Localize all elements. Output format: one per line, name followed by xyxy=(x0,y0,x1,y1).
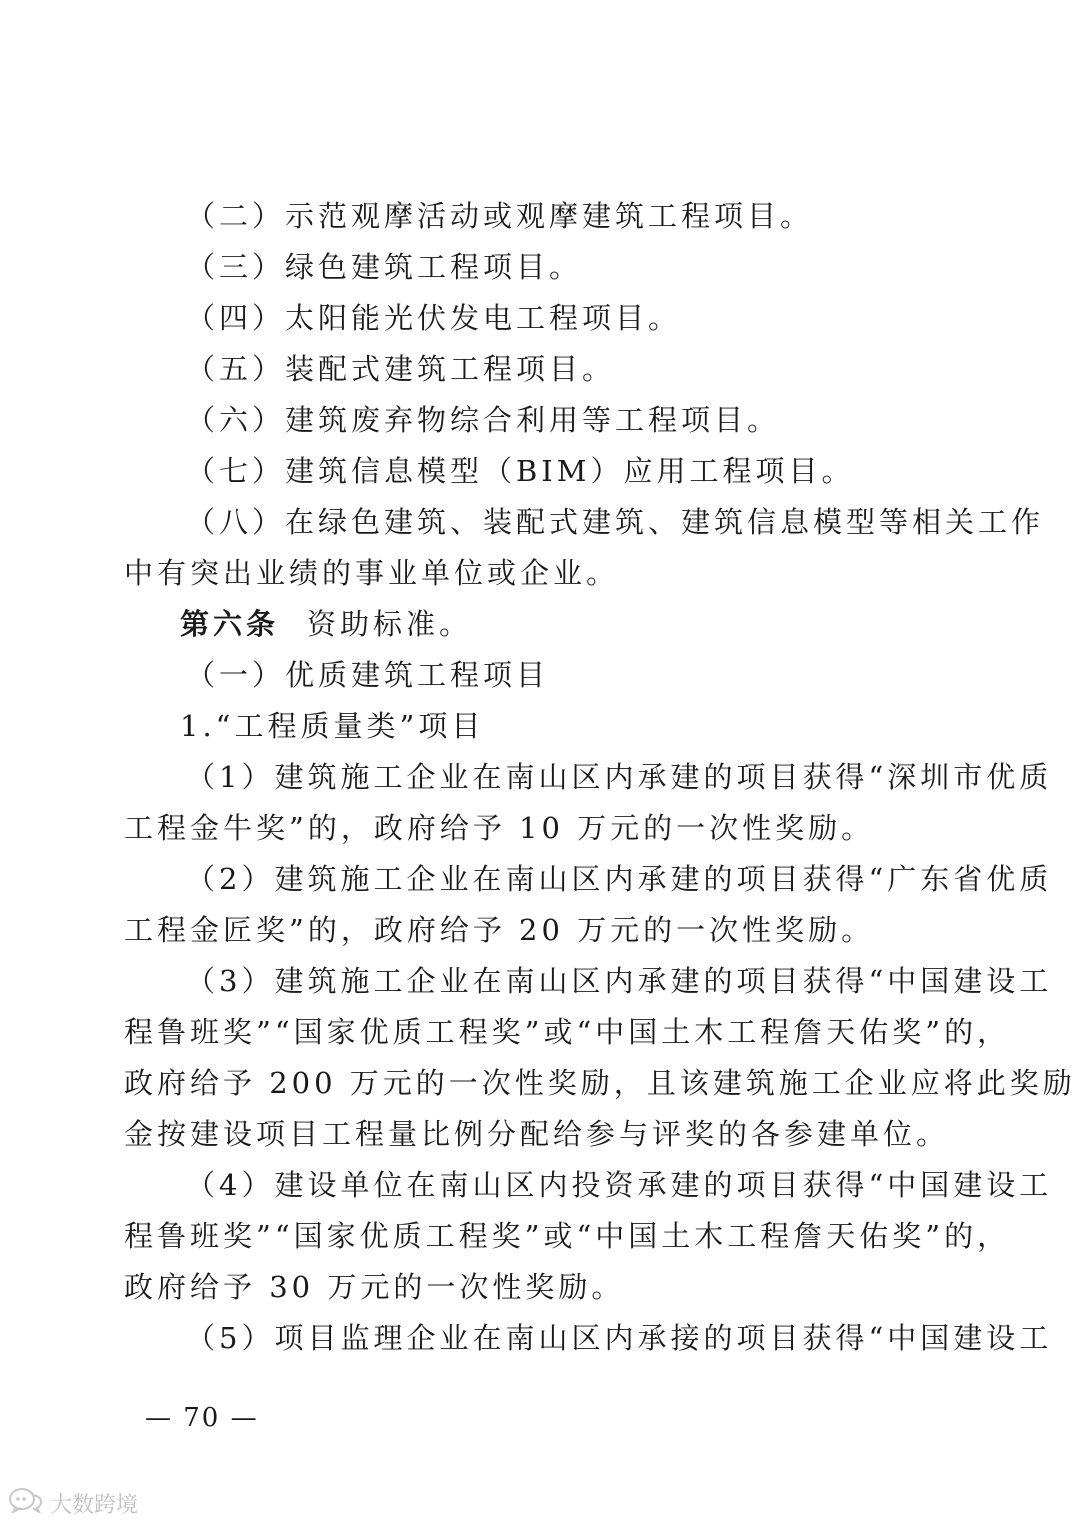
article-number: 第六条 xyxy=(180,607,280,641)
paragraph-line: 中有突出业绩的事业单位或企业。 xyxy=(124,556,620,590)
article-heading-line xyxy=(180,604,472,644)
paragraph-line: 政府给予 30 万元的一次性奖励。 xyxy=(124,1270,625,1304)
speech-bubble-logo-icon xyxy=(8,1487,44,1519)
paragraph-line: （七）建筑信息模型（BIM）应用工程项目。 xyxy=(186,454,855,488)
paragraph-line: 工程金牛奖”的，政府给予 10 万元的一次性奖励。 xyxy=(124,811,875,845)
paragraph-line: （二）示范观摩活动或观摩建筑工程项目。 xyxy=(186,199,814,233)
paragraph-line: （3）建筑施工企业在南山区内承建的项目获得“中国建设工 xyxy=(186,964,1053,998)
watermark xyxy=(8,1487,138,1519)
paragraph-line: 程鲁班奖”“国家优质工程奖”或“中国土木工程詹天佑奖”的， xyxy=(124,1015,1011,1049)
watermark-text: 大数跨境 xyxy=(50,1492,139,1518)
paragraph-line: 程鲁班奖”“国家优质工程奖”或“中国土木工程詹天佑奖”的， xyxy=(124,1219,1011,1253)
paragraph-line: 金按建设项目工程量比例分配给参与评奖的各参建单位。 xyxy=(124,1117,950,1151)
paragraph-line: （4）建设单位在南山区内投资承建的项目获得“中国建设工 xyxy=(186,1168,1053,1202)
paragraph-line: 工程金匠奖”的，政府给予 20 万元的一次性奖励。 xyxy=(124,913,875,947)
article-title: 资助标准。 xyxy=(307,607,473,641)
paragraph-line: 政府给予 200 万元的一次性奖励，且该建筑施工企业应将此奖励 xyxy=(124,1066,1076,1100)
paragraph-line: （1）建筑施工企业在南山区内承建的项目获得“深圳市优质 xyxy=(186,760,1053,794)
paragraph-line: （四）太阳能光伏发电工程项目。 xyxy=(186,301,682,335)
paragraph-line: （2）建筑施工企业在南山区内承建的项目获得“广东省优质 xyxy=(186,862,1053,896)
paragraph-line: （三）绿色建筑工程项目。 xyxy=(186,250,583,284)
paragraph-line: （六）建筑废弃物综合利用等工程项目。 xyxy=(186,403,781,437)
page-number: — 70 — xyxy=(145,1403,259,1433)
paragraph-line: （五）装配式建筑工程项目。 xyxy=(186,352,616,386)
paragraph-line: 1.“工程质量类”项目 xyxy=(180,709,485,743)
paragraph-line: （5）项目监理企业在南山区内承接的项目获得“中国建设工 xyxy=(186,1321,1053,1355)
paragraph-line: （八）在绿色建筑、装配式建筑、建筑信息模型等相关工作 xyxy=(186,505,1045,539)
paragraph-line: （一）优质建筑工程项目 xyxy=(186,658,550,692)
